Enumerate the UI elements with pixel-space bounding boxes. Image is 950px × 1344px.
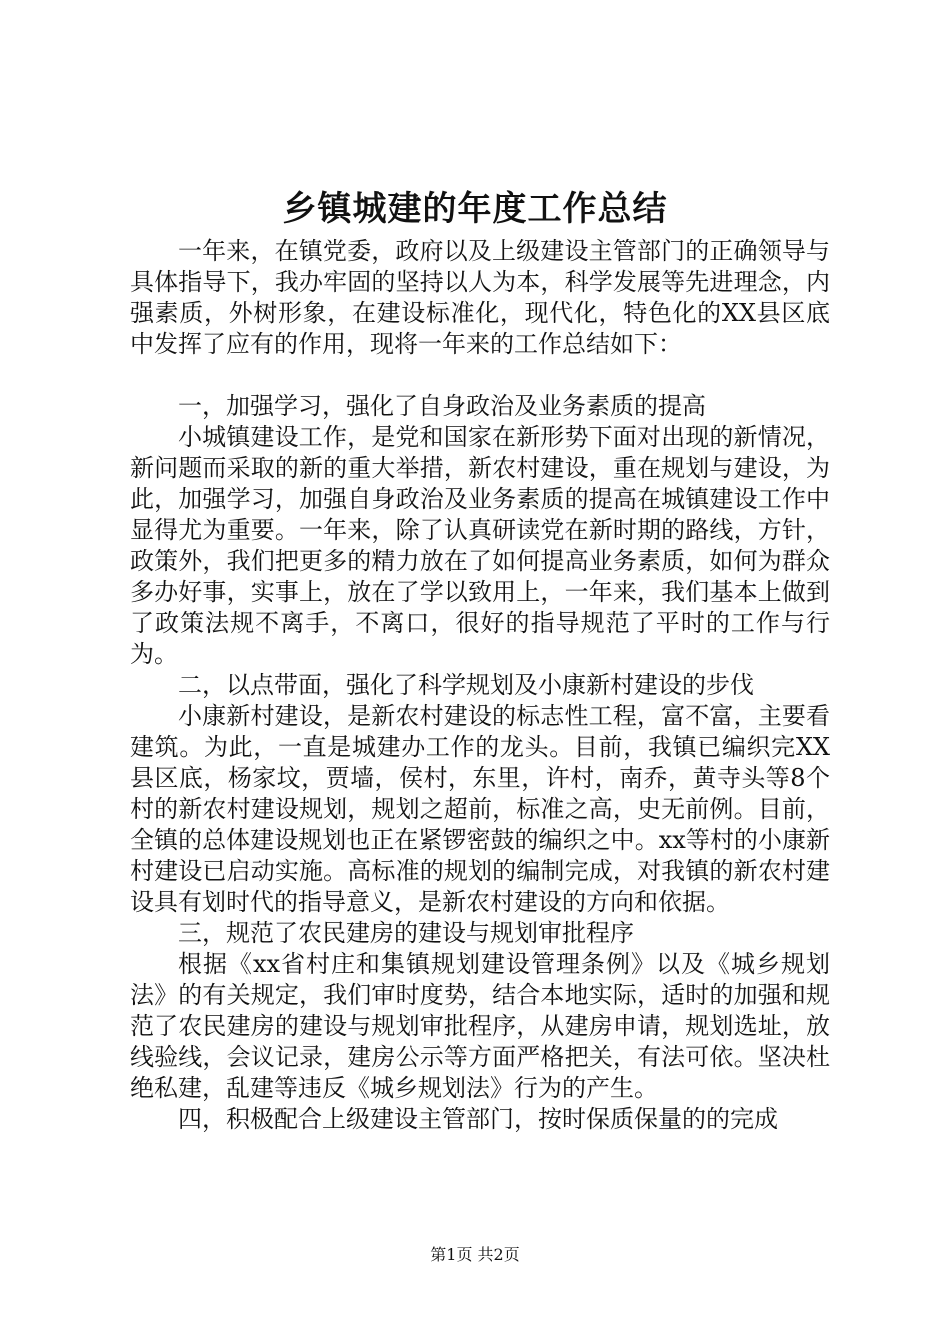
section-heading-1: 一，加强学习，强化了自身政治及业务素质的提高 [178,392,706,420]
section-heading-3: 三，规范了农民建房的建设与规划审批程序 [178,919,634,947]
section-paragraph-1: 小城镇建设工作，是党和国家在新形势下面对出现的新情况，新问题而采取的新的重大举措，新农村建设，重在规划与建设，为此，加强学习，加强自身政治及业务素质的提高在城镇建设工作中显得尤为重要。一年来，除了认真研读党在新时期的路线，方针，政策外，我们把更多的精力放在了如何提高业务素质，如何为群众多办好事，实事上，放在了学以致用上，一年来，我们基本上做到了政策法规不离手，不离口，很好的指导规范了平时的工作与行为。 [130,423,830,668]
section-heading-2: 二，以点带面，强化了科学规划及小康新村建设的步伐 [178,671,754,699]
page-number: 第1页 共2页 [430,1245,520,1264]
section-paragraph-2: 小康新村建设，是新农村建设的标志性工程，富不富，主要看建筑。为此，一直是城建办工作的龙头。目前，我镇已编织完XX县区底，杨家坟，贾墙，侯村，东里，许村，南乔，黄寺头等8个村的新农村建设规划，规划之超前，标准之高，史无前例。目前，全镇的总体建设规划也正在紧锣密鼓的编织之中。xx等村的小康新村建设已启动实施。高标准的规划的编制完成，对我镇的新农村建设具有划时代的指导意义，是新农村建设的方向和依据。 [130,702,830,916]
document-body [130,236,830,1135]
document-title: 乡镇城建的年度工作总结 [282,189,668,229]
section-heading-4: 四，积极配合上级建设主管部门，按时保质保量的的完成 [178,1105,778,1133]
intro-paragraph: 一年来，在镇党委，政府以及上级建设主管部门的正确领导与具体指导下，我办牢固的坚持以人为本，科学发展等先进理念，内强素质，外树形象，在建设标准化，现代化，特色化的XX县区底中发挥了应有的作用，现将一年来的工作总结如下： [130,237,830,358]
section-paragraph-3: 根据《xx省村庄和集镇规划建设管理条例》以及《城乡规划法》的有关规定，我们审时度势，结合本地实际，适时的加强和规范了农民建房的建设与规划审批程序，从建房申请，规划选址，放线验线，会议记录，建房公示等方面严格把关，有法可依。坚决杜绝私建，乱建等违反《城乡规划法》行为的产生。 [130,950,830,1102]
